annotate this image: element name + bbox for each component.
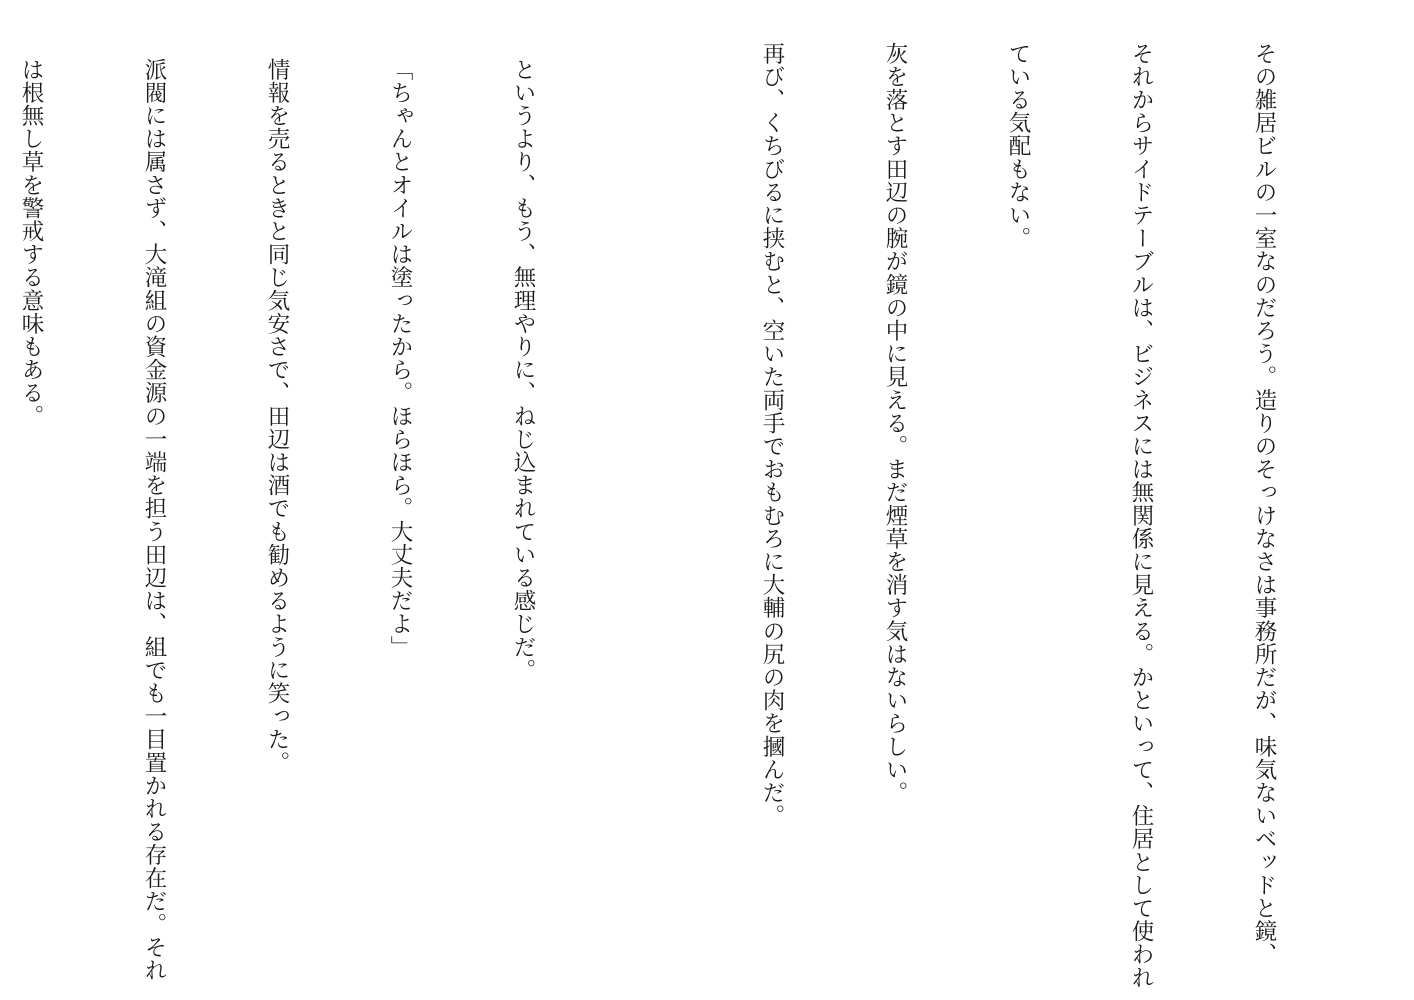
text-line: それからサイドテーブルは、ビジネスには無関係に見える。かといって、住居として使われ xyxy=(1128,42,1154,990)
text-line: 灰を落とす田辺の腕が鏡の中に見える。まだ煙草を消す気はないらしい。 xyxy=(882,42,908,805)
text-line: その雑居ビルの一室なのだろう。造りのそっけなさは事務所だが、味気ないベッドと鏡、 xyxy=(1251,42,1277,966)
text-line: は根無し草を警戒する意味もある。 xyxy=(18,58,44,428)
text-line: ている気配もない。 xyxy=(1005,42,1031,250)
text-line: 再び、くちびるに挟むと、空いた両手でおもむろに大輔の尻の肉を摑んだ。 xyxy=(759,42,785,828)
right-page-text xyxy=(707,42,1366,990)
text-line: 情報を売るときと同じ気安さで、田辺は酒でも勧めるように笑った。 xyxy=(264,58,290,775)
text-line: 「ちゃんとオイルは塗ったから。ほらほら。大丈夫だよ」 xyxy=(387,58,413,659)
right-page xyxy=(707,0,1414,1000)
text-line: 派閥には属さず、大滝組の資金源の一端を担う田辺は、組でも一目置かれる存在だ。それ xyxy=(141,58,167,982)
left-page-text xyxy=(0,58,625,982)
text-line: というより、もう、無理やりに、ねじ込まれている感じだ。 xyxy=(510,58,536,682)
